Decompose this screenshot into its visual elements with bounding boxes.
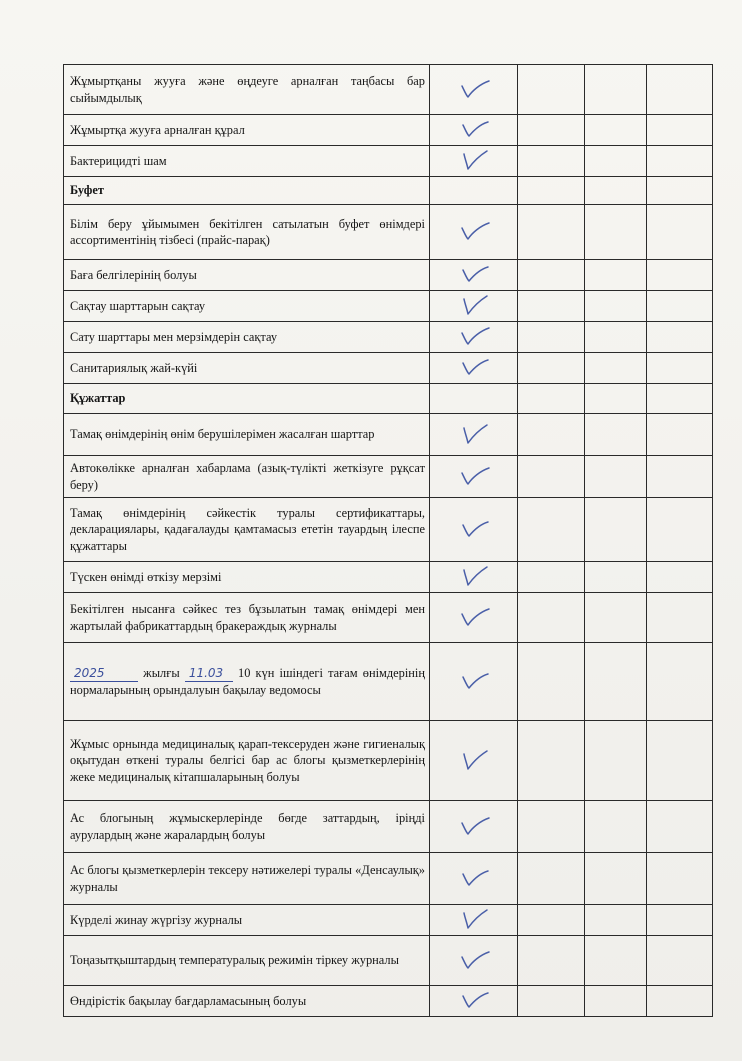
empty-cell xyxy=(518,593,585,643)
criterion-text: Жұмыс орнында медициналық қарап-тексеруден және гигиеналық оқытудан өткені туралы белгісі бар ас блогы қызметкерлерінің жеке медициналық кітапшаларының болуы xyxy=(64,721,430,801)
criterion-text: Жұмыртқа жууға арналған құрал xyxy=(64,115,430,146)
empty-cell xyxy=(518,643,585,721)
empty-cell xyxy=(585,205,647,260)
table-row xyxy=(64,801,713,853)
check-cell xyxy=(430,353,518,384)
empty-cell xyxy=(518,353,585,384)
checkmark-icon xyxy=(458,294,492,318)
criterion-text: Жұмыртқаны жууға және өңдеуге арналған таңбасы бар сыйымдылық xyxy=(64,65,430,115)
check-cell xyxy=(430,456,518,498)
empty-cell xyxy=(430,384,518,414)
section-header-row xyxy=(64,384,713,414)
checkmark-icon xyxy=(458,220,492,244)
empty-cell xyxy=(518,65,585,115)
section-header-row xyxy=(64,177,713,205)
handwritten-year: 2025 xyxy=(70,666,138,683)
checkmark-icon xyxy=(458,565,492,589)
empty-cell xyxy=(585,853,647,905)
criterion-text: Санитариялық жай-күйі xyxy=(64,353,430,384)
criterion-text: Тамақ өнімдерінің сәйкестік туралы сертификаттары, декларациялары, қадағалауды қамтамасыз ететін тауардың ілеспе құжаттары xyxy=(64,498,430,562)
table-row xyxy=(64,456,713,498)
check-cell xyxy=(430,986,518,1017)
empty-cell xyxy=(518,384,585,414)
checkmark-icon xyxy=(458,749,492,773)
empty-cell xyxy=(647,721,713,801)
empty-cell xyxy=(647,384,713,414)
empty-cell xyxy=(430,177,518,205)
empty-cell xyxy=(585,384,647,414)
checkmark-icon xyxy=(458,118,492,142)
check-cell xyxy=(430,721,518,801)
criterion-text: Ас блогының жұмыскерлерінде бөгде заттардың, іріңді аурулардың және жаралардың болуы xyxy=(64,801,430,853)
table-row xyxy=(64,414,713,456)
table-row xyxy=(64,291,713,322)
criterion-text xyxy=(64,643,430,721)
empty-cell xyxy=(518,936,585,986)
section-title: Буфет xyxy=(64,177,430,205)
checkmark-icon xyxy=(458,815,492,839)
criterion-text: Автокөлікке арналған хабарлама (азық-түлікті жеткізуге рұқсат беру) xyxy=(64,456,430,498)
empty-cell xyxy=(647,936,713,986)
table-row xyxy=(64,936,713,986)
empty-cell xyxy=(518,115,585,146)
checkmark-icon xyxy=(458,518,492,542)
checkmark-icon xyxy=(458,149,492,173)
table-row xyxy=(64,905,713,936)
empty-cell xyxy=(585,721,647,801)
empty-cell xyxy=(585,986,647,1017)
table-row xyxy=(64,205,713,260)
empty-cell xyxy=(647,291,713,322)
empty-cell xyxy=(585,146,647,177)
criterion-text: Өндірістік бақылау бағдарламасының болуы xyxy=(64,986,430,1017)
empty-cell xyxy=(585,801,647,853)
empty-cell xyxy=(647,986,713,1017)
check-cell xyxy=(430,936,518,986)
checkmark-icon xyxy=(458,423,492,447)
criterion-text: Түскен өнімді өткізу мерзімі xyxy=(64,562,430,593)
year-suffix: жылғы xyxy=(143,665,180,680)
check-cell xyxy=(430,498,518,562)
empty-cell xyxy=(647,593,713,643)
check-cell xyxy=(430,643,518,721)
checkmark-icon xyxy=(458,325,492,349)
check-cell xyxy=(430,905,518,936)
empty-cell xyxy=(647,853,713,905)
checklist-table xyxy=(63,64,713,1017)
empty-cell xyxy=(518,322,585,353)
table-row xyxy=(64,853,713,905)
empty-cell xyxy=(518,177,585,205)
empty-cell xyxy=(585,643,647,721)
empty-cell xyxy=(518,801,585,853)
criterion-text: Баға белгілерінің болуы xyxy=(64,260,430,291)
check-cell xyxy=(430,260,518,291)
empty-cell xyxy=(585,414,647,456)
empty-cell xyxy=(518,260,585,291)
check-cell xyxy=(430,562,518,593)
empty-cell xyxy=(518,721,585,801)
table-row xyxy=(64,353,713,384)
check-cell xyxy=(430,414,518,456)
empty-cell xyxy=(585,177,647,205)
table-row xyxy=(64,986,713,1017)
checkmark-icon xyxy=(458,908,492,932)
empty-cell xyxy=(585,322,647,353)
empty-cell xyxy=(518,853,585,905)
criterion-text: Күрделі жинау жүргізу журналы xyxy=(64,905,430,936)
empty-cell xyxy=(647,498,713,562)
empty-cell xyxy=(647,115,713,146)
empty-cell xyxy=(518,456,585,498)
empty-cell xyxy=(585,260,647,291)
empty-cell xyxy=(647,905,713,936)
empty-cell xyxy=(585,498,647,562)
criterion-text: Бактерицидті шам xyxy=(64,146,430,177)
empty-cell xyxy=(647,65,713,115)
empty-cell xyxy=(585,65,647,115)
criterion-text: Сақтау шарттарын сақтау xyxy=(64,291,430,322)
check-cell xyxy=(430,853,518,905)
empty-cell xyxy=(518,562,585,593)
checkmark-icon xyxy=(458,465,492,489)
checkmark-icon xyxy=(458,867,492,891)
check-cell xyxy=(430,322,518,353)
table-row xyxy=(64,593,713,643)
empty-cell xyxy=(647,260,713,291)
section-title: Құжаттар xyxy=(64,384,430,414)
empty-cell xyxy=(585,456,647,498)
empty-cell xyxy=(647,322,713,353)
empty-cell xyxy=(518,291,585,322)
empty-cell xyxy=(647,177,713,205)
checkmark-icon xyxy=(458,356,492,380)
empty-cell xyxy=(585,115,647,146)
empty-cell xyxy=(585,905,647,936)
criterion-text: Бекітілген нысанға сәйкес тез бұзылатын тамақ өнімдері мен жартылай фабрикаттардың бракераждық журналы xyxy=(64,593,430,643)
empty-cell xyxy=(518,205,585,260)
empty-cell xyxy=(518,146,585,177)
empty-cell xyxy=(647,801,713,853)
empty-cell xyxy=(585,562,647,593)
criterion-text: Тамақ өнімдерінің өнім берушілерімен жасалған шарттар xyxy=(64,414,430,456)
empty-cell xyxy=(518,414,585,456)
check-cell xyxy=(430,115,518,146)
empty-cell xyxy=(647,456,713,498)
handwritten-date: 11.03 xyxy=(185,666,233,683)
table-row xyxy=(64,115,713,146)
empty-cell xyxy=(647,205,713,260)
empty-cell xyxy=(647,643,713,721)
table-row xyxy=(64,721,713,801)
empty-cell xyxy=(518,498,585,562)
check-cell xyxy=(430,65,518,115)
empty-cell xyxy=(585,593,647,643)
checkmark-icon xyxy=(458,989,492,1013)
empty-cell xyxy=(585,291,647,322)
check-cell xyxy=(430,291,518,322)
table-row xyxy=(64,643,713,721)
empty-cell xyxy=(647,414,713,456)
table-row xyxy=(64,260,713,291)
empty-cell xyxy=(647,146,713,177)
checkmark-icon xyxy=(458,606,492,630)
empty-cell xyxy=(585,936,647,986)
empty-cell xyxy=(518,905,585,936)
table-row xyxy=(64,562,713,593)
criterion-text: Білім беру ұйымымен бекітілген сатылатын буфет өнімдері ассортиментінің тізбесі (прайс-парақ) xyxy=(64,205,430,260)
criterion-text: Тоңазытқыштардың температуралық режимін тіркеу журналы xyxy=(64,936,430,986)
table-row xyxy=(64,498,713,562)
check-cell xyxy=(430,801,518,853)
table-row xyxy=(64,65,713,115)
checkmark-icon xyxy=(458,670,492,694)
empty-cell xyxy=(518,986,585,1017)
checklist-body xyxy=(64,65,713,1017)
check-cell xyxy=(430,205,518,260)
check-cell xyxy=(430,146,518,177)
monitoring-text: 10 күн ішіндегі тағам өнімдерінің нормаларының орындалуын бақылау ведомосы xyxy=(70,665,425,698)
checkmark-icon xyxy=(458,78,492,102)
criterion-text: Сату шарттары мен мерзімдерін сақтау xyxy=(64,322,430,353)
table-row xyxy=(64,146,713,177)
checkmark-icon xyxy=(458,949,492,973)
empty-cell xyxy=(647,353,713,384)
empty-cell xyxy=(585,353,647,384)
checkmark-icon xyxy=(458,263,492,287)
check-cell xyxy=(430,593,518,643)
table-row xyxy=(64,322,713,353)
empty-cell xyxy=(647,562,713,593)
criterion-text: Ас блогы қызметкерлерін тексеру нәтижелері туралы «Денсаулық» журналы xyxy=(64,853,430,905)
